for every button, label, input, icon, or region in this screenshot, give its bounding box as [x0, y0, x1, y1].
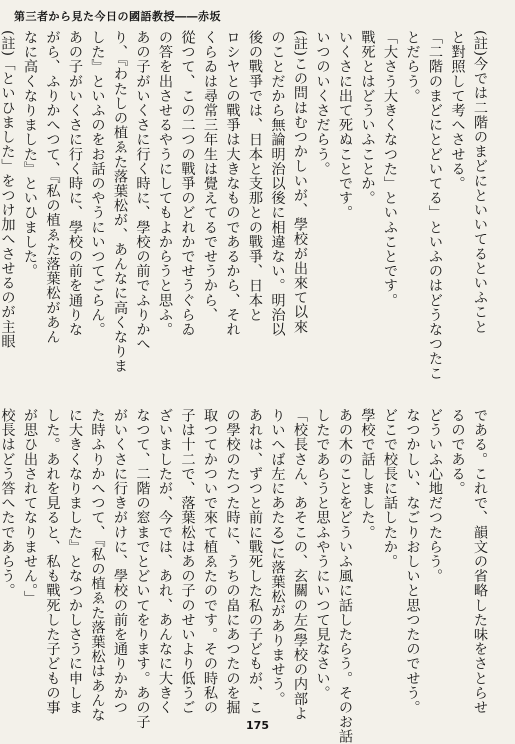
page-number: 175	[246, 719, 269, 732]
text-column: と對照して考へさせる。	[449, 30, 466, 191]
text-column: 後の戰爭では、日本と支那との戰爭、日本と	[247, 30, 263, 322]
text-column: 學校で話しました。	[359, 408, 376, 540]
text-column: (註)「といひました」をつけ加へさせるのが主眼	[0, 30, 16, 349]
text-column: あの木のことをどういふ風に話したらう。そのお話	[337, 408, 353, 744]
text-column: ざいましたが、今では、あれ、あんなに大きく	[157, 408, 173, 715]
text-column: の答を出させるやうにしてもよからうと思ふ。	[157, 30, 173, 337]
text-column: た時ふりかへつて、『私の植ゑた落葉松はあんな	[89, 408, 106, 723]
text-column: どういふ心地だつたらう。	[427, 408, 443, 584]
text-column: 取つてかついで來て植ゑたのです。その時私の	[202, 408, 218, 715]
text-column: いくさに出て死ぬことです。	[337, 30, 353, 220]
text-column: あの子がいくさに行く時に、學校の前を通りな	[67, 30, 83, 337]
text-column: 「大さう大きくなつた」といふことです。	[382, 30, 398, 308]
text-column: どこで校長に話したか。	[382, 408, 398, 569]
text-column: りいへば左にあたる)に落葉松がありませう。	[269, 408, 286, 706]
text-column: 「二階のまどにとどいてる」といふのはどうなつたこ	[427, 30, 443, 381]
text-column: り、『わたしの植ゑた落葉松が、あんなに高くなりま	[112, 30, 128, 374]
text-column: した』といふのをお話のやうにいつてごらん。	[89, 30, 106, 337]
text-column: の學校のたつた時に、うちの畠にあつたのを掘	[224, 408, 241, 715]
text-column: 戰死とはどういふことか。	[359, 30, 376, 206]
text-column: ロシヤとの戰爭は大きなものであるから、それ	[224, 30, 241, 337]
text-column: である。これで、韻文の省略した味をさとらせ	[472, 408, 488, 715]
text-column: に大きくなりました』となつかしさうに申しま	[67, 408, 83, 715]
text-column: なに高くなりました』といひました。	[22, 30, 38, 279]
text-column: 從つて、この二つの戰爭のどれかでせうぐらゐ	[179, 30, 196, 337]
running-header: 第三者から見た今日の國語教授――赤坂	[14, 10, 221, 23]
text-column: あの子がいくさに行く時に、學校の前でふりかへ	[134, 30, 151, 352]
text-column: 子は十二で、落葉松はあの子のせいより低うご	[179, 408, 196, 715]
text-column: 「校長さん、あそこの、玄關の左(學校の内部よ	[292, 408, 308, 721]
text-column: (註)この問はむつかしいが、學校が出來て以來	[292, 30, 308, 334]
text-column: なつて、二階の窓までとどいてをります。あの子	[134, 408, 151, 730]
text-column: したであらうと思ふやうにいつて見なさい。	[314, 408, 331, 700]
text-column: あれは、ずつと前に戰死した私の子どもが、こ	[247, 408, 263, 715]
text-column: した。あれを見ると、私も戰死した子どもの事	[44, 408, 61, 715]
upper-text-block	[0, 30, 491, 381]
text-column: くらゐは尋常三年生は覺えてるでせうから、	[202, 30, 218, 322]
text-column: がいくさに行きがけに、學校の前を通りかかつ	[112, 408, 128, 715]
text-column: がら、ふりかへつて、『私の植ゑた落葉松があん	[44, 30, 61, 345]
text-column: (註)今では二階のまどにといいてるといふこと	[472, 30, 488, 334]
text-column: 校長はどう答へたであらう。	[0, 408, 16, 598]
text-column: のことだから無論明治以後に相違ない。明治以	[269, 30, 286, 337]
text-column: るのである。	[449, 408, 466, 496]
text-column: なつかしい、なごりおしいと思つたのでせう。	[404, 408, 421, 715]
text-column: が思ひ出されてなりません。」	[22, 408, 38, 606]
text-column: とだらう。	[404, 30, 421, 103]
text-column: いつのいくさだらう。	[314, 30, 331, 176]
